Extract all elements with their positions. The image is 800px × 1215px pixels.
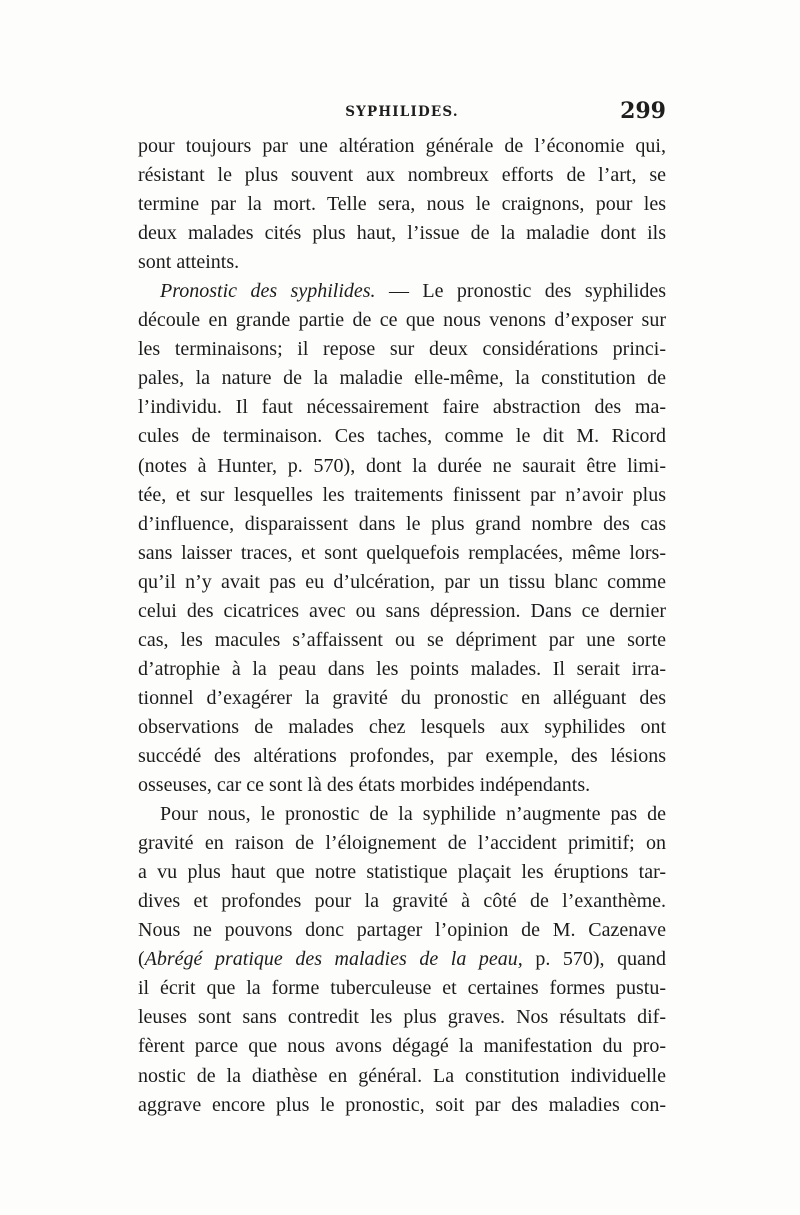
text-line: aggrave encore plus le pronostic, soit par des maladies con- (138, 1093, 666, 1116)
text-line: pour toujours par une altération générale de l’économie qui, (138, 135, 666, 157)
text-line: succédé des altérations profondes, par exemple, des lésions (138, 744, 666, 767)
cited-work-title: Abrégé pratique des maladies de la peau, (144, 948, 523, 971)
text-line: tionnel d’exagérer la gravité du pronostic en alléguant des (138, 686, 666, 709)
text-line: résistant le plus souvent aux nombreux efforts de l’art, se (138, 164, 666, 187)
text-line: observations de malades chez lesquels aux syphilides ont (138, 715, 666, 738)
text-line: termine par la mort. Telle sera, nous le craignons, pour les (138, 193, 666, 216)
text-line: les terminaisons; il repose sur deux considérations princi- (138, 338, 666, 361)
text-line: cas, les macules s’affaissent ou se dépriment par une sorte (138, 628, 666, 651)
text-line: osseuses, car ce sont là des états morbides indépendants. (138, 774, 591, 797)
text-line: qu’il n’y avait pas eu d’ulcération, par un tissu blanc comme (138, 570, 666, 593)
text-line: d’atrophie à la peau dans les points malades. Il serait irra- (138, 657, 666, 680)
text-line: celui des cicatrices avec ou sans dépression. Dans ce dernier (138, 599, 666, 622)
text-line: sont atteints. (138, 251, 240, 274)
text-line: l’individu. Il faut nécessairement faire abstraction des ma- (138, 396, 666, 419)
text-line: deux malades cités plus haut, l’issue de la maladie dont ils (138, 222, 666, 245)
page-number: 299 (620, 98, 666, 124)
text-line: d’influence, disparaissent dans le plus grand nombre des cas (138, 512, 666, 535)
text-line: il écrit que la forme tuberculeuse et certaines formes pustu- (138, 977, 666, 1000)
text-line: nostic de la diathèse en général. La constitution individuelle (138, 1064, 666, 1087)
text-line: a vu plus haut que notre statistique plaçait les éruptions tar- (138, 861, 666, 884)
text-line: fèrent parce que nous avons dégagé la manifestation du pro- (138, 1035, 666, 1058)
body-text (138, 132, 666, 1120)
text-line: dives et profondes pour la gravité à côté de l’exanthème. (138, 890, 666, 913)
section-heading-line: Pronostic des syphilides. — Le pronostic des syphilides (160, 280, 666, 303)
text-line: découle en grande partie de ce que nous venons d’exposer sur (138, 309, 666, 332)
running-title: SYPHILIDES. (345, 104, 459, 120)
text-line: gravité en raison de l’éloignement de l’accident primitif; on (138, 832, 666, 855)
text-line: (notes à Hunter, p. 570), dont la durée ne saurait être limi- (138, 454, 666, 477)
section-heading: Pronostic des syphilides. (160, 280, 376, 303)
text-line: Pour nous, le pronostic de la syphilide n’augmente pas de (160, 803, 666, 826)
text-line: pales, la nature de la maladie elle-même, la constitution de (138, 367, 666, 390)
text-line: Nous ne pouvons donc partager l’opinion de M. Cazenave (138, 919, 666, 942)
text-line: leuses sont sans contredit les plus graves. Nos résultats dif- (138, 1006, 666, 1029)
text-line: tée, et sur lesquelles les traitements finissent par n’avoir plus (138, 483, 666, 506)
running-head (138, 98, 666, 128)
text-line: cules de terminaison. Ces taches, comme le dit M. Ricord (138, 425, 666, 448)
citation-line: (Abrégé pratique des maladies de la peau, p. 570), quand (138, 948, 666, 971)
text-line: sans laisser traces, et sont quelquefois remplacées, même lors- (138, 541, 666, 564)
